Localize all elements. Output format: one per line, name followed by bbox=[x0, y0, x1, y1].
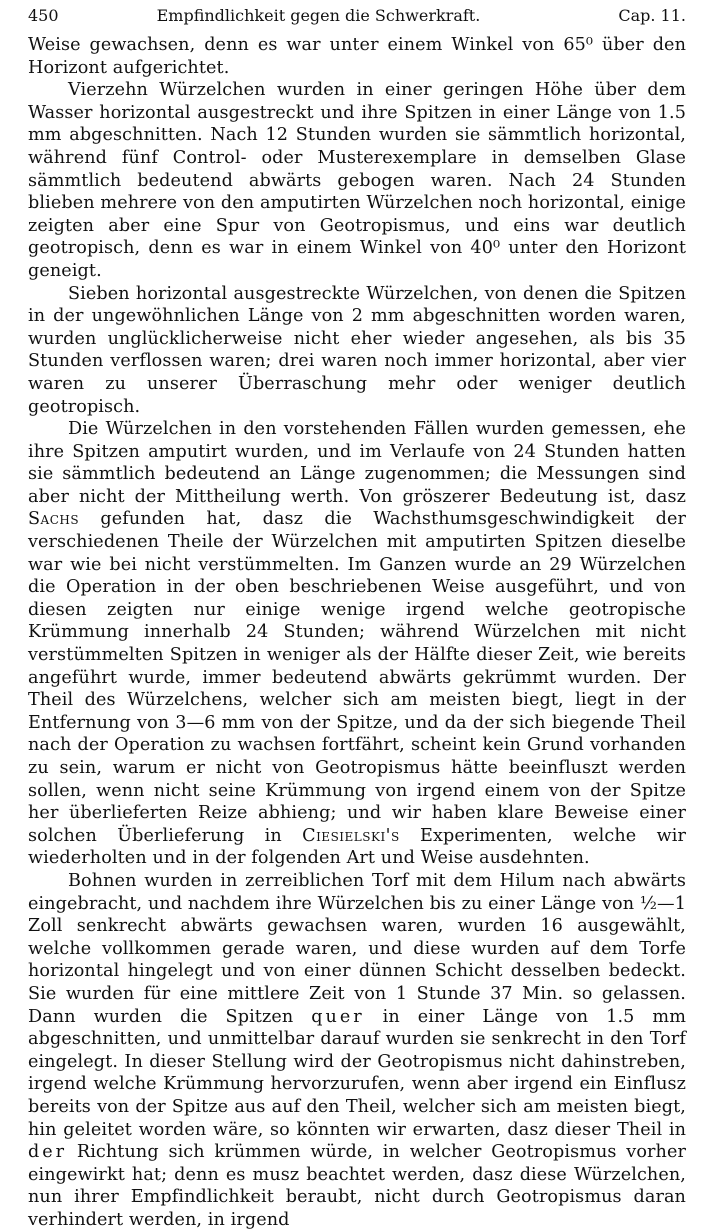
body-text bbox=[28, 34, 686, 1231]
text-run: gefunden hat, dasz die Wachsthumsgeschwindigkeit der verschiedenen Theile der Würzelchen mit amputirten Spitzen dieselbe war wie bei nicht verstümmelten. Im Ganzen wurde an 29 Würzelchen die Operation in der oben beschriebenen Weise ausgeführt, und von diesen zeigten nur einige wenige irgend welche geotropische Krümmung innerhalb 24 Stunden; während Würzelchen mit nicht verstümmelten Spitzen in weniger als der Hälfte dieser Zeit, wie bereits angeführt wurde, immer bedeutend abwärts gekrümmt wurden. Der Theil des Würzelchens, welcher sich am meisten biegt, liegt in der Entfernung von 3—6 mm von der Spitze, und da der sich biegende Theil nach der Operation zu wachsen fortfährt, scheint kein Grund vorhanden zu sein, warum er nicht von Geotropismus hätte beeinfluszt werden sollen, wenn nicht seine Krümmung von irgend einem von der Spitze her überlieferten Reize abhieng; und wir haben klare Beweise einer solchen Überlieferung in bbox=[28, 509, 686, 846]
paragraph: Sieben horizontal ausgestreckte Würzelchen, von denen die Spitzen in der ungewöhnlichen Länge von 2 mm abgeschnitten worden waren, wurden unglücklicherweise nicht eher wieder angesehen, als bis 35 Stunden verflossen waren; drei waren noch immer horizontal, aber vier waren zu unserer Überraschung mehr oder weniger deutlich geotropisch. bbox=[28, 283, 686, 417]
author-name: Sachs bbox=[28, 509, 80, 530]
running-header bbox=[28, 6, 686, 34]
paragraph bbox=[28, 870, 686, 1231]
text-run: Richtung sich krümmen würde, in welcher Geotropismus vorher eingewirkt hat; denn es musz beachtet werden, dasz diese Würzelchen, nun ihrer Empfindlichkeit beraubt, nicht durch Geotropismus daran verhindert werden, in irgend bbox=[28, 1142, 686, 1230]
author-name: Ciesielski's bbox=[302, 825, 400, 846]
text-run: Experimenten, welche wir wiederholten und in der folgenden Art und Weise ausdehnten. bbox=[28, 825, 686, 869]
text-run: in einer Länge von 1.5 mm abgeschnitten, und unmittelbar darauf wurden sie senkrecht in den Torf eingelegt. In dieser Stellung wird der Geotropismus nicht dahinstreben, irgend welche Krümmung hervorzurufen, wenn aber irgend ein Einflusz bereits von der Spitze aus auf den Theil, welcher sich am meisten biegt, hin geleitet worden wäre, so könnten wir erwarten, dasz dieser Theil in bbox=[28, 1006, 686, 1140]
book-page bbox=[28, 6, 686, 1231]
running-title: Empfindlichkeit gegen die Schwerkraft. bbox=[156, 6, 481, 25]
page-number: 450 bbox=[28, 6, 59, 25]
emphasized-word: der bbox=[28, 1142, 68, 1163]
emphasized-word: quer bbox=[311, 1006, 365, 1027]
text-run: Bohnen wurden in zerreiblichen Torf mit dem Hilum nach abwärts eingebracht, und nachdem ihre Würzelchen bis zu einer Länge von ½—1 Zoll senkrecht abwärts gewachsen waren, wurden 16 ausgewählt, welche vollkommen gerade waren, und diese wurden auf dem Torfe horizontal hingelegt und von einer dünnen Schicht desselben bedeckt. Sie wurden für eine mittlere Zeit von 1 Stunde 37 Min. so gelassen. Dann wurden die Spitzen bbox=[28, 870, 686, 1027]
paragraph: Weise gewachsen, denn es war unter einem Winkel von 65⁰ über den Horizont aufgerichtet. bbox=[28, 35, 686, 78]
chapter-label: Cap. 11. bbox=[618, 6, 686, 25]
paragraph bbox=[28, 418, 686, 870]
text-run: Die Würzelchen in den vorstehenden Fällen wurden gemessen, ehe ihre Spitzen amputirt wurden, und im Verlaufe von 24 Stunden hatten sie sämmtlich bedeutend an Länge zugenommen; die Messungen sind aber nicht der Mittheilung werth. Von gröszerer Bedeutung ist, dasz bbox=[28, 419, 686, 507]
paragraph: Vierzehn Würzelchen wurden in einer geringen Höhe über dem Wasser horizontal ausgestreckt und ihre Spitzen in einer Länge von 1.5 mm abgeschnitten. Nach 12 Stunden wurden sie sämmtlich horizontal, während fünf Control- oder Musterexemplare in demselben Glase sämmtlich bedeutend abwärts gebogen waren. Nach 24 Stunden blieben mehrere von den amputirten Würzelchen noch horizontal, einige zeigten aber eine Spur von Geotropismus, und eins war deutlich geotropisch, denn es war in einem Winkel von 40⁰ unter den Horizont geneigt. bbox=[28, 80, 686, 281]
